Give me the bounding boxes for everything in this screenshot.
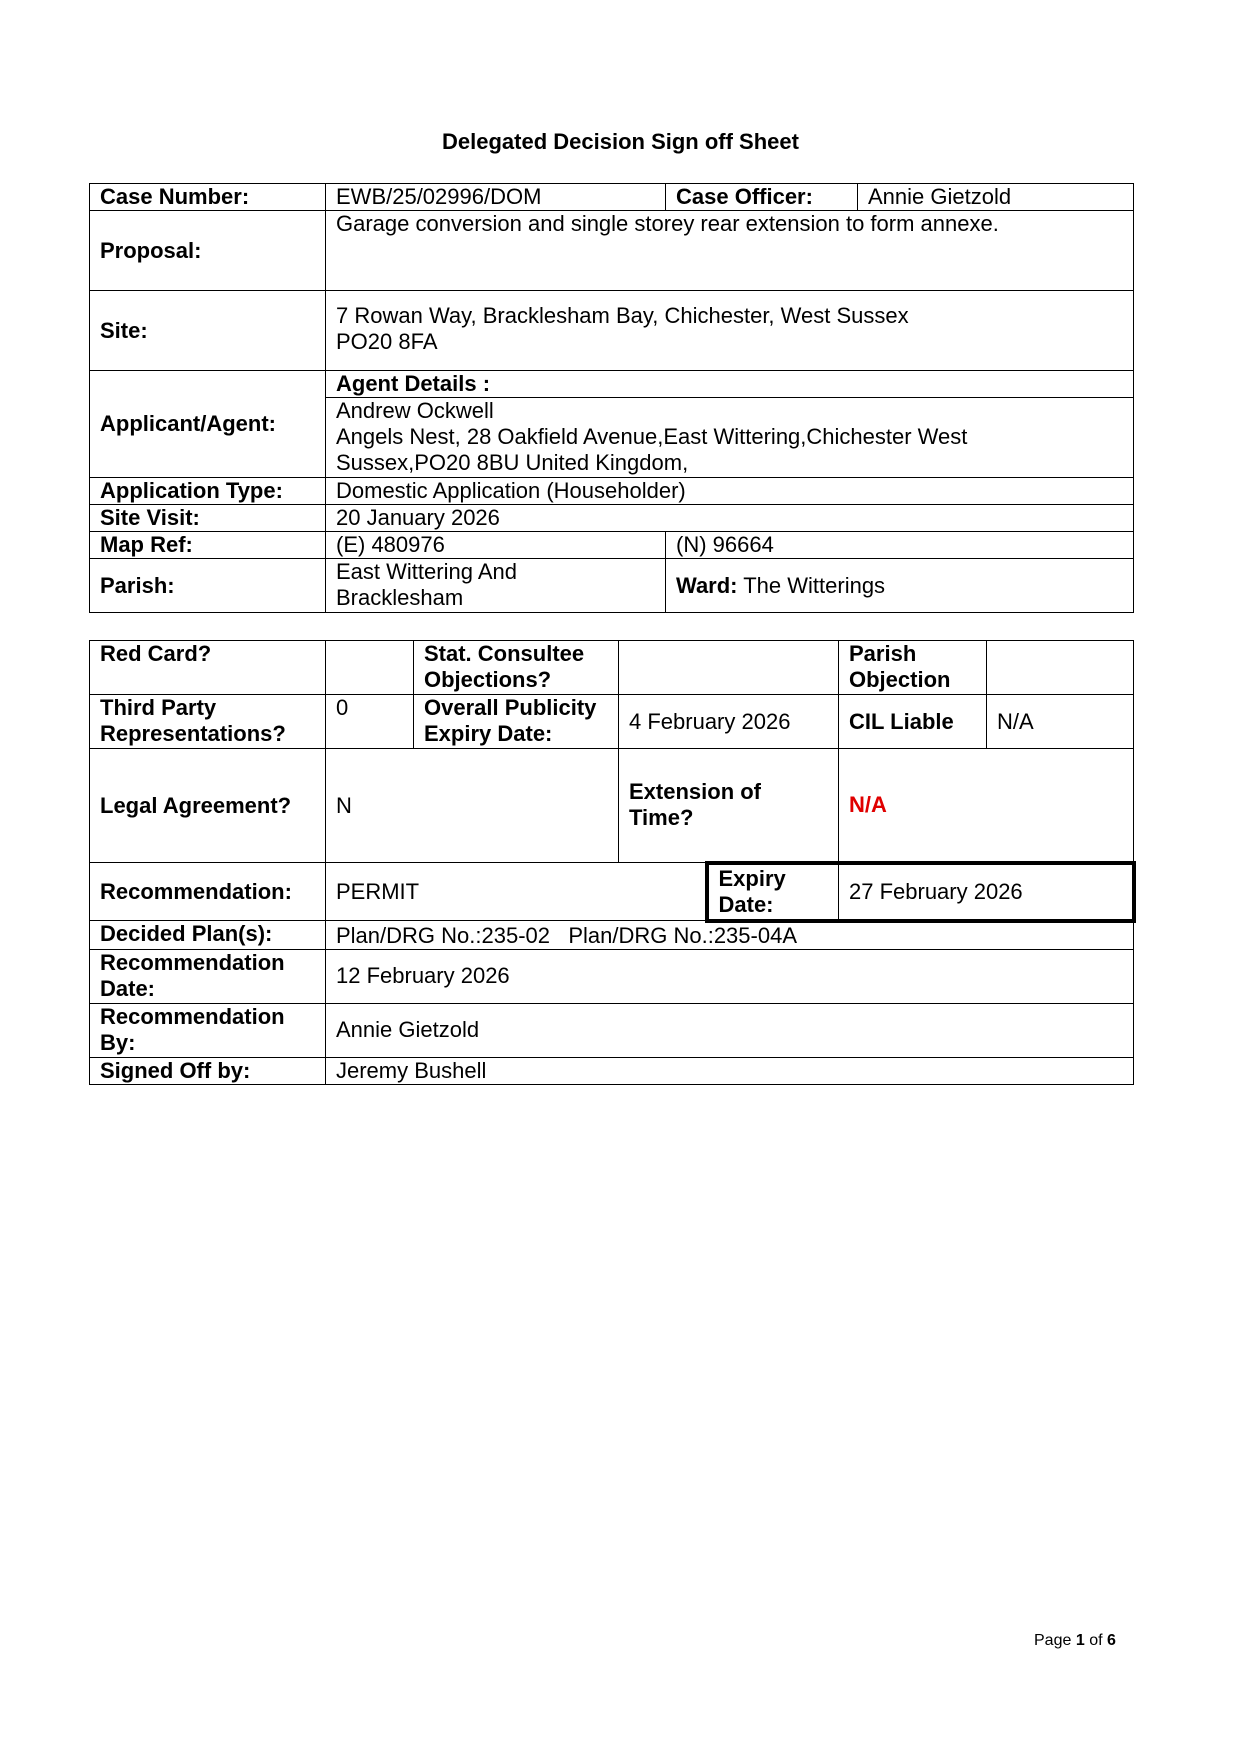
extension-label-line-1: Extension of (629, 778, 762, 804)
recommendation-date-label-line-1: Recommendation (100, 949, 285, 975)
parish-line-2: Bracklesham (336, 585, 464, 610)
legal-agreement-value: N (326, 749, 619, 863)
publicity-label-line-1: Overall Publicity (424, 695, 597, 720)
recommendation-date-label-line-2: Date: (100, 975, 156, 1001)
proposal-value: Garage conversion and single storey rear extension to form annexe. (326, 211, 1134, 291)
case-officer-label: Case Officer: (666, 184, 858, 211)
third-party-value: 0 (326, 695, 414, 749)
decision-table (89, 640, 1136, 1085)
page-word: Page (1034, 1632, 1072, 1649)
cil-value: N/A (987, 695, 1134, 749)
stat-consultee-label-line-2: Objections? (424, 667, 552, 692)
red-card-value (326, 641, 414, 695)
applicant-agent-label: Applicant/Agent: (90, 371, 326, 478)
third-party-label-line-2: Representations? (100, 721, 286, 746)
site-visit-value: 20 January 2026 (326, 505, 1134, 532)
recommendation-by-label (90, 1003, 326, 1057)
expiry-label-line-2: Date: (718, 891, 774, 917)
site-value (326, 291, 1134, 371)
parish-objection-value (987, 641, 1134, 695)
publicity-expiry-value: 4 February 2026 (619, 695, 839, 749)
page-number (1034, 1632, 1116, 1650)
case-number-value: EWB/25/02996/DOM (326, 184, 666, 211)
extension-label-line-2: Time? (629, 804, 694, 830)
application-type-label: Application Type: (90, 478, 326, 505)
parish-objection-label-line-2: Objection (849, 667, 951, 692)
site-line-1: 7 Rowan Way, Bracklesham Bay, Chichester, West Sussex (336, 303, 909, 328)
site-line-2: PO20 8FA (336, 329, 438, 354)
stat-consultee-label (414, 641, 619, 695)
legal-agreement-label: Legal Agreement? (90, 749, 326, 863)
case-officer-value: Annie Gietzold (858, 184, 1134, 211)
map-ref-easting: (E) 480976 (326, 532, 666, 559)
recommendation-value: PERMIT (326, 863, 707, 921)
extension-of-time-value: N/A (839, 749, 1134, 863)
expiry-date-label (707, 863, 839, 921)
red-card-label: Red Card? (90, 641, 326, 695)
parish-objection-label-line-1: Parish (849, 641, 917, 666)
agent-name: Andrew Ockwell (336, 398, 494, 423)
recommendation-by-value: Annie Gietzold (326, 1003, 1134, 1057)
site-label: Site: (90, 291, 326, 371)
page-current: 1 (1075, 1632, 1085, 1649)
signed-off-value: Jeremy Bushell (326, 1057, 1134, 1084)
extension-of-time-label (619, 749, 839, 863)
application-type-value: Domestic Application (Householder) (326, 478, 1134, 505)
case-details-table (89, 183, 1134, 613)
ward-label: Ward: (676, 572, 738, 598)
map-ref-label: Map Ref: (90, 532, 326, 559)
decided-plans-value: Plan/DRG No.:235-02 Plan/DRG No.:235-04A (326, 921, 1134, 950)
stat-consultee-value (619, 641, 839, 695)
parish-value (326, 559, 666, 613)
parish-label: Parish: (90, 559, 326, 613)
agent-address-line-1: Angels Nest, 28 Oakfield Avenue,East Wittering,Chichester West (336, 424, 968, 449)
recommendation-by-label-line-1: Recommendation (100, 1003, 285, 1029)
case-number-label: Case Number: (90, 184, 326, 211)
parish-objection-label (839, 641, 987, 695)
decided-plans-label: Decided Plan(s): (90, 921, 326, 950)
ward-cell (666, 559, 1134, 613)
ward-value: The Witterings (743, 572, 886, 598)
recommendation-by-label-line-2: By: (100, 1029, 136, 1055)
site-visit-label: Site Visit: (90, 505, 326, 532)
proposal-label: Proposal: (90, 211, 326, 291)
of-word: of (1089, 1632, 1103, 1649)
recommendation-date-label (90, 949, 326, 1003)
agent-details-label: Agent Details : (326, 371, 1134, 398)
third-party-label (90, 695, 326, 749)
map-ref-northing: (N) 96664 (666, 532, 1134, 559)
cil-label: CIL Liable (839, 695, 987, 749)
agent-address-line-2: Sussex,PO20 8BU United Kingdom, (336, 450, 689, 475)
third-party-label-line-1: Third Party (100, 695, 217, 720)
page-total: 6 (1106, 1632, 1116, 1649)
stat-consultee-label-line-1: Stat. Consultee (424, 641, 585, 666)
recommendation-label: Recommendation: (90, 863, 326, 921)
page-title: Delegated Decision Sign off Sheet (442, 129, 799, 154)
expiry-date-value: 27 February 2026 (839, 863, 1134, 921)
expiry-label-line-1: Expiry (718, 865, 786, 891)
publicity-expiry-label (414, 695, 619, 749)
recommendation-date-value: 12 February 2026 (326, 949, 1134, 1003)
parish-line-1: East Wittering And (336, 559, 517, 584)
publicity-label-line-2: Expiry Date: (424, 721, 553, 746)
agent-details-value (326, 398, 1134, 478)
signed-off-label: Signed Off by: (90, 1057, 326, 1084)
